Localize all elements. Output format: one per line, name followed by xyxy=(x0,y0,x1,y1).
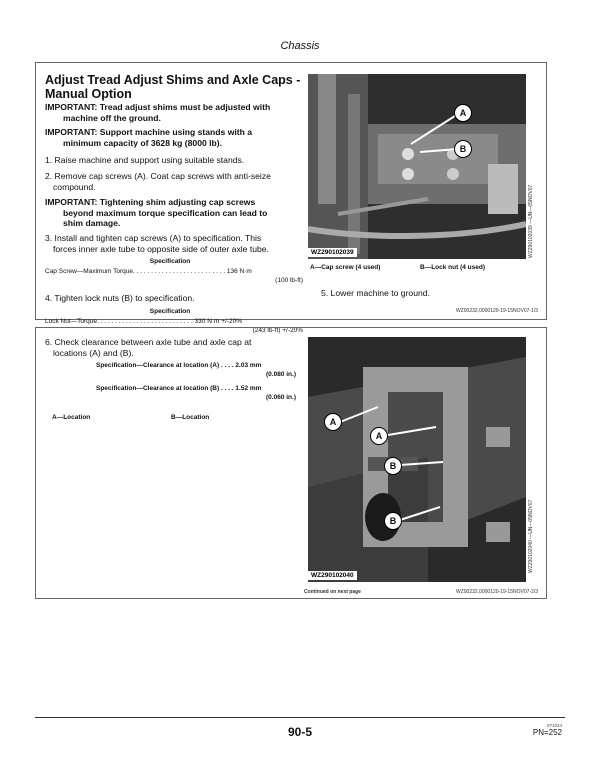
image-id: WZ290102039 xyxy=(308,248,357,257)
important-note-3: IMPORTANT: Tightening shim adjusting cap screws beyond maximum torque specification can lead to shim damage. xyxy=(45,197,268,228)
axle-photo-2 xyxy=(308,337,526,582)
callout-b: B xyxy=(384,512,402,530)
spec-heading: Specification xyxy=(149,308,191,315)
reference-code: WZ00232,0000120-19-15NOV07-2/3 xyxy=(456,589,538,595)
important-note-1: IMPORTANT: Tread adjust shims must be adjusted with machine off the ground. xyxy=(45,102,271,123)
step-2: 2. Remove cap screws (A). Coat cap screws with anti-seize compound. xyxy=(45,171,271,192)
section-title: Adjust Tread Adjust Shims and Axle Caps - Manual Option xyxy=(45,73,301,101)
spec-cap-screw-torque: Cap Screw—Maximum Torque. . . . . . . . . . . . . . . . . . . . . . . . . . 136 N·m (100 lb-ft) xyxy=(45,268,303,284)
image-side-code: WZ290102039 —UN—05NOV07 xyxy=(528,184,534,258)
spec-clearance-a: Specification—Clearance at location (A) . . . . 2.03 mm (0.080 in.) xyxy=(96,362,296,378)
spec-lock-nut-torque: Lock Nut—Torque. . . . . . . . . . . . . . . . . . . . . . . . . . . 330 N·m +/-20% (243 lb-ft) +/-20% xyxy=(45,318,303,334)
legend-b: B—Location xyxy=(171,414,210,421)
callout-a: A xyxy=(454,104,472,122)
callout-b: B xyxy=(454,140,472,158)
image-id: WZ290102040 xyxy=(308,571,357,580)
reference-code: WZ00232,0000120-19-15NOV07-1/3 xyxy=(456,308,538,314)
spec-heading: Specification xyxy=(149,258,191,265)
procedure-box-1 xyxy=(35,62,547,334)
step-1: 1. Raise machine and support using suitable stands. xyxy=(45,155,245,165)
continued-note: Continued on next page xyxy=(304,589,361,595)
step-3: 3. Install and tighten cap screws (A) to specification. This forces inner axle tube to opposite side of outer axle tube. xyxy=(45,233,269,254)
legend-a: A—Location xyxy=(52,414,91,421)
callout-a: A xyxy=(370,427,388,445)
pn-number: PN=252 xyxy=(532,728,562,737)
step-5: 5. Lower machine to ground. xyxy=(321,288,430,298)
step-6: 6. Check clearance between axle tube and axle cap at locations (A) and (B). xyxy=(45,337,252,358)
procedure-box-2 xyxy=(35,327,547,599)
legend-a: A—Cap screw (4 used) xyxy=(310,264,381,271)
important-note-2: IMPORTANT: Support machine using stands with a minimum capacity of 3628 kg (8000 lb). xyxy=(45,127,253,148)
image-side-code: WZ290102040 —UN—05NOV07 xyxy=(528,499,534,573)
axle-photo-1 xyxy=(308,74,526,259)
spec-clearance-b: Specification—Clearance at location (B) . . . . 1.52 mm (0.060 in.) xyxy=(96,385,296,401)
step-4: 4. Tighten lock nuts (B) to specification. xyxy=(45,293,195,303)
footer-code: 071024 xyxy=(546,723,562,728)
footer-divider xyxy=(35,717,565,718)
callout-a: A xyxy=(324,413,342,431)
callout-b: B xyxy=(384,457,402,475)
page-number: 90-5 xyxy=(287,725,313,739)
page-header: Chassis xyxy=(280,40,320,52)
legend-b: B—Lock nut (4 used) xyxy=(420,264,486,271)
